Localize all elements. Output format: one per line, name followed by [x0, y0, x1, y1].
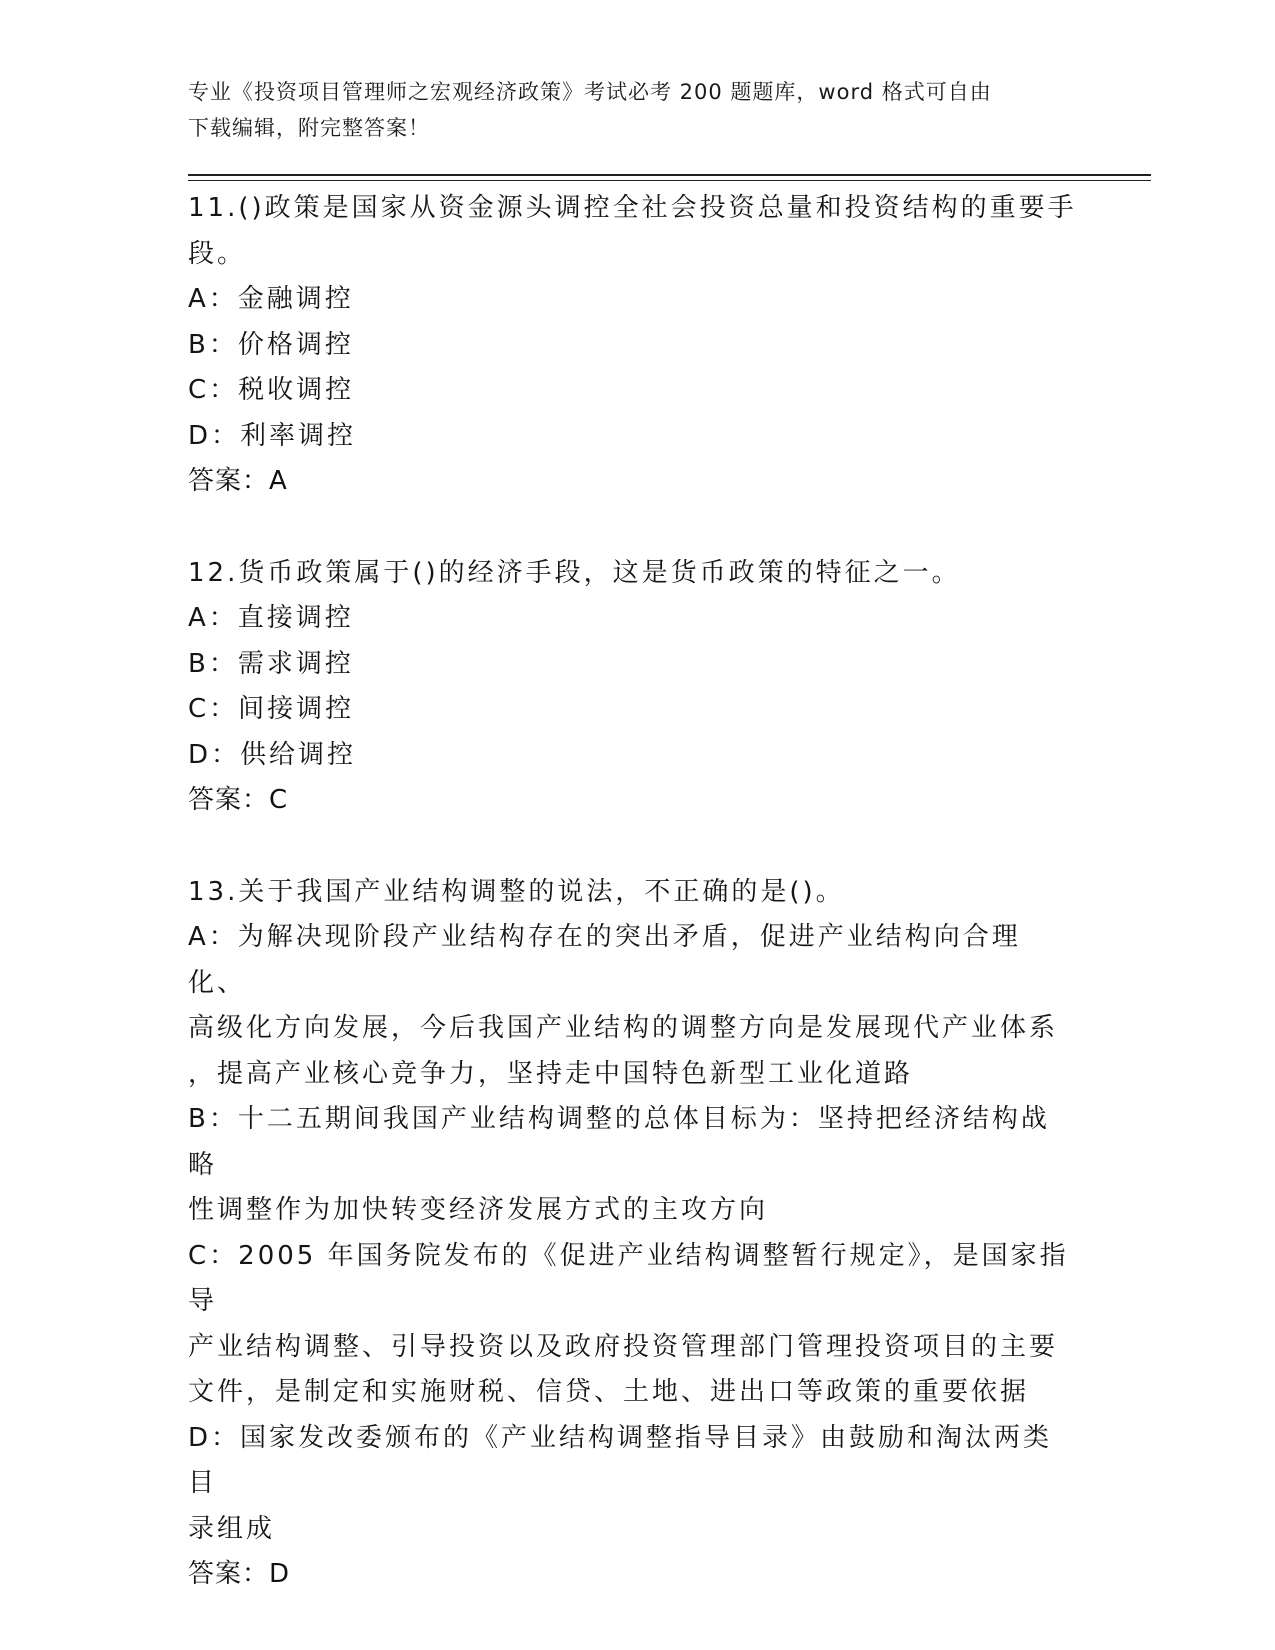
answer-label: 答案：: [188, 1559, 270, 1589]
option-d: D：供给调控: [188, 739, 357, 770]
document-header: [188, 74, 1068, 146]
option-d: D：国家发改委颁布的《产业结构调整指导目录》由鼓励和淘汰两类目: [188, 1422, 1053, 1498]
option-d: D：利率调控: [188, 420, 357, 451]
option-c: C：间接调控: [188, 694, 355, 724]
header-divider-thick: [188, 174, 1151, 176]
question-stem-line: 段。: [188, 238, 247, 269]
question-item: [188, 186, 1078, 505]
header-line: 专业《投资项目管理师之宏观经济政策》考试必考 200 题题库，word 格式可自由: [188, 80, 992, 104]
question-list: [188, 186, 1078, 1644]
option-b-continued: 性调整作为加快转变经济发展方式的主攻方向: [188, 1195, 769, 1225]
option-c: C：税收调控: [188, 375, 355, 405]
option-a: A：为解决现阶段产业结构存在的突出矛盾，促进产业结构向合理化、: [188, 922, 1021, 998]
option-c-continued: 文件，是制定和实施财税、信贷、土地、进出口等政策的重要依据: [188, 1377, 1030, 1407]
question-item: [188, 870, 1078, 1598]
option-c-continued: 产业结构调整、引导投资以及政府投资管理部门管理投资项目的主要: [188, 1331, 1059, 1362]
answer-label: 答案：: [188, 466, 270, 496]
answer-value: D: [269, 1559, 291, 1589]
answer-value: C: [269, 785, 289, 815]
header-line: 下载编辑，附完整答案！: [188, 116, 430, 140]
question-stem-line: 11.()政策是国家从资金源头调控全社会投资总量和投资结构的重要手: [188, 193, 1077, 223]
option-a: A：直接调控: [188, 603, 354, 633]
header-divider-thin: [188, 180, 1151, 181]
option-b: B：价格调控: [188, 329, 354, 360]
option-a: A：金融调控: [188, 284, 354, 314]
question-item: [188, 551, 1078, 824]
option-d-continued: 录组成: [188, 1513, 276, 1544]
option-b: B：需求调控: [188, 648, 354, 679]
option-c: C：2005 年国务院发布的《促进产业结构调整暂行规定》，是国家指导: [188, 1240, 1069, 1316]
option-a-continued: ，提高产业核心竞争力，坚持走中国特色新型工业化道路: [188, 1058, 914, 1089]
answer-line: [188, 1552, 1078, 1598]
option-a-continued: 高级化方向发展，今后我国产业结构的调整方向是发展现代产业体系: [188, 1013, 1059, 1043]
question-stem-line: 12.货币政策属于()的经济手段，这是货币政策的特征之一。: [188, 557, 961, 588]
answer-line: [188, 778, 1078, 824]
answer-line: [188, 459, 1078, 505]
option-b: B：十二五期间我国产业结构调整的总体目标为：坚持把经济结构战略: [188, 1104, 1050, 1180]
answer-label: 答案：: [188, 785, 270, 815]
question-stem-line: 13.关于我国产业结构调整的说法，不正确的是()。: [188, 876, 845, 907]
answer-value: A: [269, 466, 288, 496]
